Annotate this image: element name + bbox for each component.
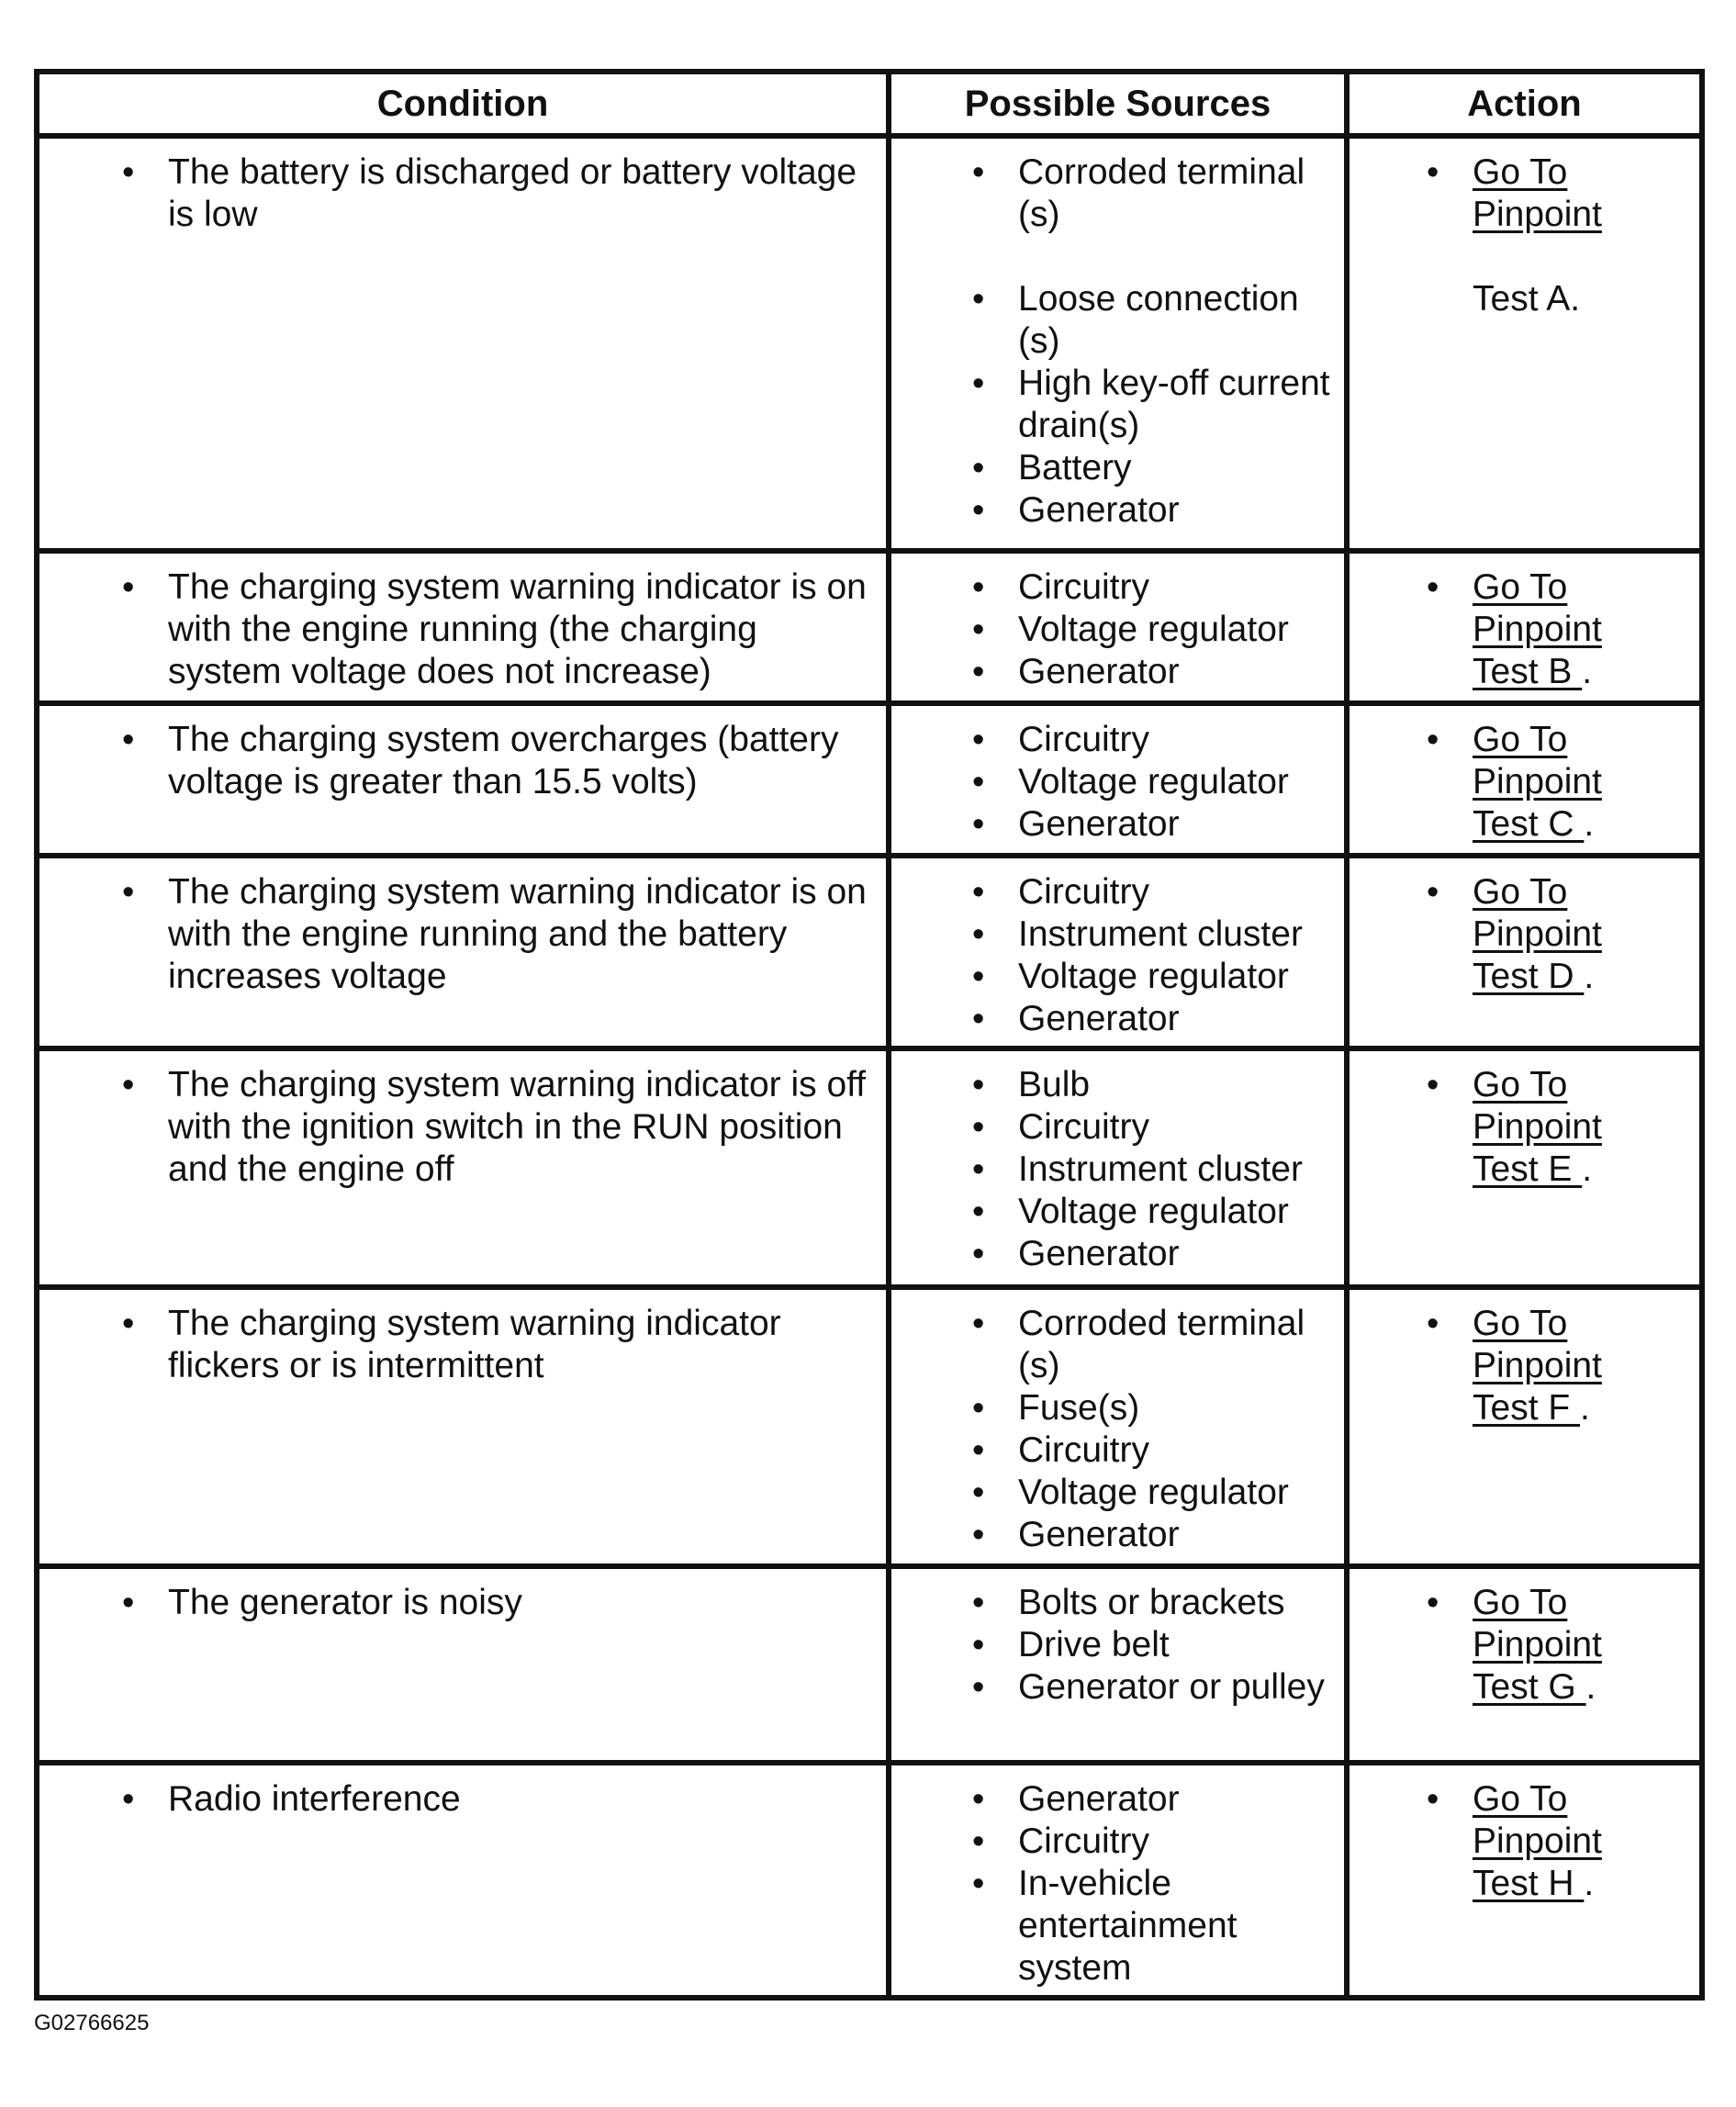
- source-item: • Corroded terminal (s): [1018, 1303, 1337, 1387]
- source-item: • Circuitry: [1018, 1821, 1337, 1863]
- sources-list: [891, 719, 1344, 846]
- source-item: • Generator: [1018, 1778, 1337, 1821]
- condition-text: • The battery is discharged or battery voltage is low: [168, 151, 877, 236]
- action-list: [1350, 1064, 1699, 1191]
- table-row: [37, 551, 1702, 703]
- source-item: • Voltage regulator: [1018, 956, 1337, 998]
- table-row: [37, 1287, 1702, 1566]
- possible-sources-cell: [889, 856, 1347, 1048]
- link-line1: • Go To: [1473, 1065, 1568, 1104]
- condition-list: [39, 871, 886, 998]
- link-suffix: .: [1584, 957, 1595, 996]
- condition-list: [39, 1303, 886, 1387]
- possible-sources-cell: [889, 1566, 1347, 1763]
- action-item: [1473, 1064, 1692, 1191]
- action-cell: [1347, 703, 1702, 856]
- table-row: [37, 136, 1702, 551]
- condition-cell: [37, 551, 889, 703]
- table-row: [37, 1566, 1702, 1763]
- source-item: • Voltage regulator: [1018, 1472, 1337, 1514]
- source-item: • Bolts or brackets: [1018, 1582, 1337, 1624]
- source-item: • Circuitry: [1018, 719, 1337, 761]
- action-list: [1350, 1582, 1699, 1709]
- condition-list: [39, 151, 886, 236]
- condition-text: • The charging system warning indicator is on with the engine running (the charging system voltage does not increase): [168, 566, 877, 693]
- sources-list: [891, 1582, 1344, 1709]
- source-item: • Bulb: [1018, 1064, 1337, 1106]
- action-cell: [1347, 1048, 1702, 1287]
- condition-text: • The generator is noisy: [168, 1582, 877, 1624]
- condition-cell: [37, 1048, 889, 1287]
- sources-list: [891, 151, 1344, 532]
- pinpoint-test-link[interactable]: [1473, 871, 1692, 996]
- condition-cell: [37, 1287, 889, 1566]
- source-item: • Loose connection (s): [1018, 278, 1337, 363]
- link-line2: Pinpoint: [1473, 762, 1602, 801]
- condition-cell: [37, 703, 889, 856]
- link-suffix: .: [1585, 1667, 1596, 1707]
- link-suffix: .: [1580, 1388, 1590, 1428]
- link-line1: • Go To: [1473, 1583, 1568, 1622]
- action-item: [1473, 1303, 1692, 1429]
- header-action: Action: [1347, 72, 1702, 136]
- link-line3: Test D: [1473, 957, 1585, 996]
- source-item: • Generator: [1018, 1514, 1337, 1556]
- source-item: • Circuitry: [1018, 1106, 1337, 1149]
- link-line3: Test F: [1473, 1388, 1581, 1428]
- source-item: • Voltage regulator: [1018, 761, 1337, 803]
- action-cell: [1347, 1763, 1702, 1998]
- condition-text: • The charging system overcharges (battery voltage is greater than 15.5 volts): [168, 719, 877, 803]
- action-list: [1350, 151, 1699, 320]
- link-line3: Test A: [1473, 279, 1571, 319]
- condition-text: • The charging system warning indicator is off with the ignition switch in the RUN position and the engine off: [168, 1064, 877, 1191]
- link-line1: • Go To: [1473, 567, 1568, 607]
- link-suffix: .: [1570, 279, 1581, 319]
- condition-cell: [37, 1763, 889, 1998]
- link-line2: Pinpoint: [1473, 195, 1602, 234]
- action-item: [1473, 719, 1692, 846]
- action-list: [1350, 871, 1699, 998]
- action-item: [1473, 1582, 1692, 1709]
- source-item: • Instrument cluster: [1018, 1149, 1337, 1191]
- source-item: • Generator: [1018, 489, 1337, 532]
- table-row: [37, 1763, 1702, 1998]
- sources-list: [891, 1064, 1344, 1275]
- link-suffix: .: [1582, 652, 1593, 691]
- condition-text: • The charging system warning indicator flickers or is intermittent: [168, 1303, 877, 1387]
- action-list: [1350, 566, 1699, 693]
- possible-sources-cell: [889, 136, 1347, 551]
- link-line1: • Go To: [1473, 872, 1568, 912]
- possible-sources-cell: [889, 551, 1347, 703]
- possible-sources-cell: [889, 1287, 1347, 1566]
- figure-id: G02766625: [34, 2011, 150, 2035]
- link-suffix: .: [1584, 804, 1595, 844]
- source-item: • Drive belt: [1018, 1624, 1337, 1666]
- sources-list: [891, 566, 1344, 693]
- source-item: • Voltage regulator: [1018, 1191, 1337, 1233]
- link-suffix: .: [1582, 1149, 1593, 1189]
- possible-sources-cell: [889, 703, 1347, 856]
- source-item: • Generator or pulley: [1018, 1666, 1337, 1709]
- condition-list: [39, 566, 886, 693]
- pinpoint-test-link[interactable]: [1473, 151, 1692, 319]
- link-line1: • Go To: [1473, 1304, 1568, 1343]
- source-item: • Circuitry: [1018, 871, 1337, 913]
- condition-cell: [37, 1566, 889, 1763]
- condition-list: [39, 719, 886, 803]
- condition-cell: [37, 136, 889, 551]
- source-item: • Voltage regulator: [1018, 609, 1337, 651]
- link-line2: Pinpoint: [1473, 914, 1602, 954]
- action-item: [1473, 151, 1692, 320]
- action-cell: [1347, 136, 1702, 551]
- action-cell: [1347, 1566, 1702, 1763]
- source-item: • Generator: [1018, 1233, 1337, 1275]
- link-line2: Pinpoint: [1473, 1107, 1602, 1147]
- header-condition: Condition: [37, 72, 889, 136]
- table-body: [37, 136, 1702, 1998]
- pinpoint-test-link[interactable]: [1473, 719, 1692, 844]
- action-list: [1350, 1303, 1699, 1429]
- link-line1: • Go To: [1473, 720, 1568, 759]
- action-list: [1350, 1778, 1699, 1905]
- header-possible-sources: Possible Sources: [889, 72, 1347, 136]
- source-item: • Fuse(s): [1018, 1387, 1337, 1429]
- source-item: • Circuitry: [1018, 566, 1337, 609]
- possible-sources-cell: [889, 1763, 1347, 1998]
- link-line1: • Go To: [1473, 1779, 1568, 1819]
- action-item: [1473, 1778, 1692, 1905]
- condition-list: [39, 1582, 886, 1624]
- source-item: • Instrument cluster: [1018, 913, 1337, 956]
- link-suffix: .: [1584, 1864, 1595, 1903]
- table-row: [37, 703, 1702, 856]
- possible-sources-cell: [889, 1048, 1347, 1287]
- table-row: [37, 1048, 1702, 1287]
- link-line3: Test G: [1473, 1667, 1586, 1707]
- action-list: [1350, 719, 1699, 846]
- condition-list: [39, 1064, 886, 1191]
- sources-list: [891, 1778, 1344, 1989]
- source-item: • In-vehicle entertainment system: [1018, 1863, 1337, 1989]
- action-cell: [1347, 1287, 1702, 1566]
- condition-list: [39, 1778, 886, 1821]
- condition-text: • The charging system warning indicator is on with the engine running and the battery increases voltage: [168, 871, 877, 998]
- source-item: • Generator: [1018, 651, 1337, 693]
- source-item: • Corroded terminal (s): [1018, 151, 1337, 236]
- source-item: • Generator: [1018, 998, 1337, 1040]
- symptom-chart-table: [34, 69, 1705, 2001]
- sources-list: [891, 871, 1344, 1040]
- pinpoint-test-link[interactable]: [1473, 1582, 1692, 1707]
- source-item: • Generator: [1018, 803, 1337, 846]
- condition-cell: [37, 856, 889, 1048]
- action-item: [1473, 871, 1692, 998]
- link-line1: • Go To: [1473, 152, 1568, 192]
- link-line3: Test E: [1473, 1149, 1583, 1189]
- action-item: [1473, 566, 1692, 693]
- link-line3: Test C: [1473, 804, 1585, 844]
- link-line3: Test B: [1473, 652, 1583, 691]
- link-line2: Pinpoint: [1473, 610, 1602, 649]
- table-row: [37, 856, 1702, 1048]
- link-line2: Pinpoint: [1473, 1346, 1602, 1385]
- link-line2: Pinpoint: [1473, 1821, 1602, 1861]
- source-item: • High key-off current drain(s): [1018, 363, 1337, 447]
- link-line2: Pinpoint: [1473, 1625, 1602, 1664]
- link-line3: Test H: [1473, 1864, 1585, 1903]
- source-item: • Battery: [1018, 447, 1337, 489]
- pinpoint-test-link[interactable]: [1473, 1778, 1692, 1903]
- action-cell: [1347, 856, 1702, 1048]
- action-cell: [1347, 551, 1702, 703]
- source-item: • Circuitry: [1018, 1429, 1337, 1472]
- table-header-row: [37, 72, 1702, 136]
- condition-text: • Radio interference: [168, 1778, 877, 1821]
- sources-list: [891, 1303, 1344, 1556]
